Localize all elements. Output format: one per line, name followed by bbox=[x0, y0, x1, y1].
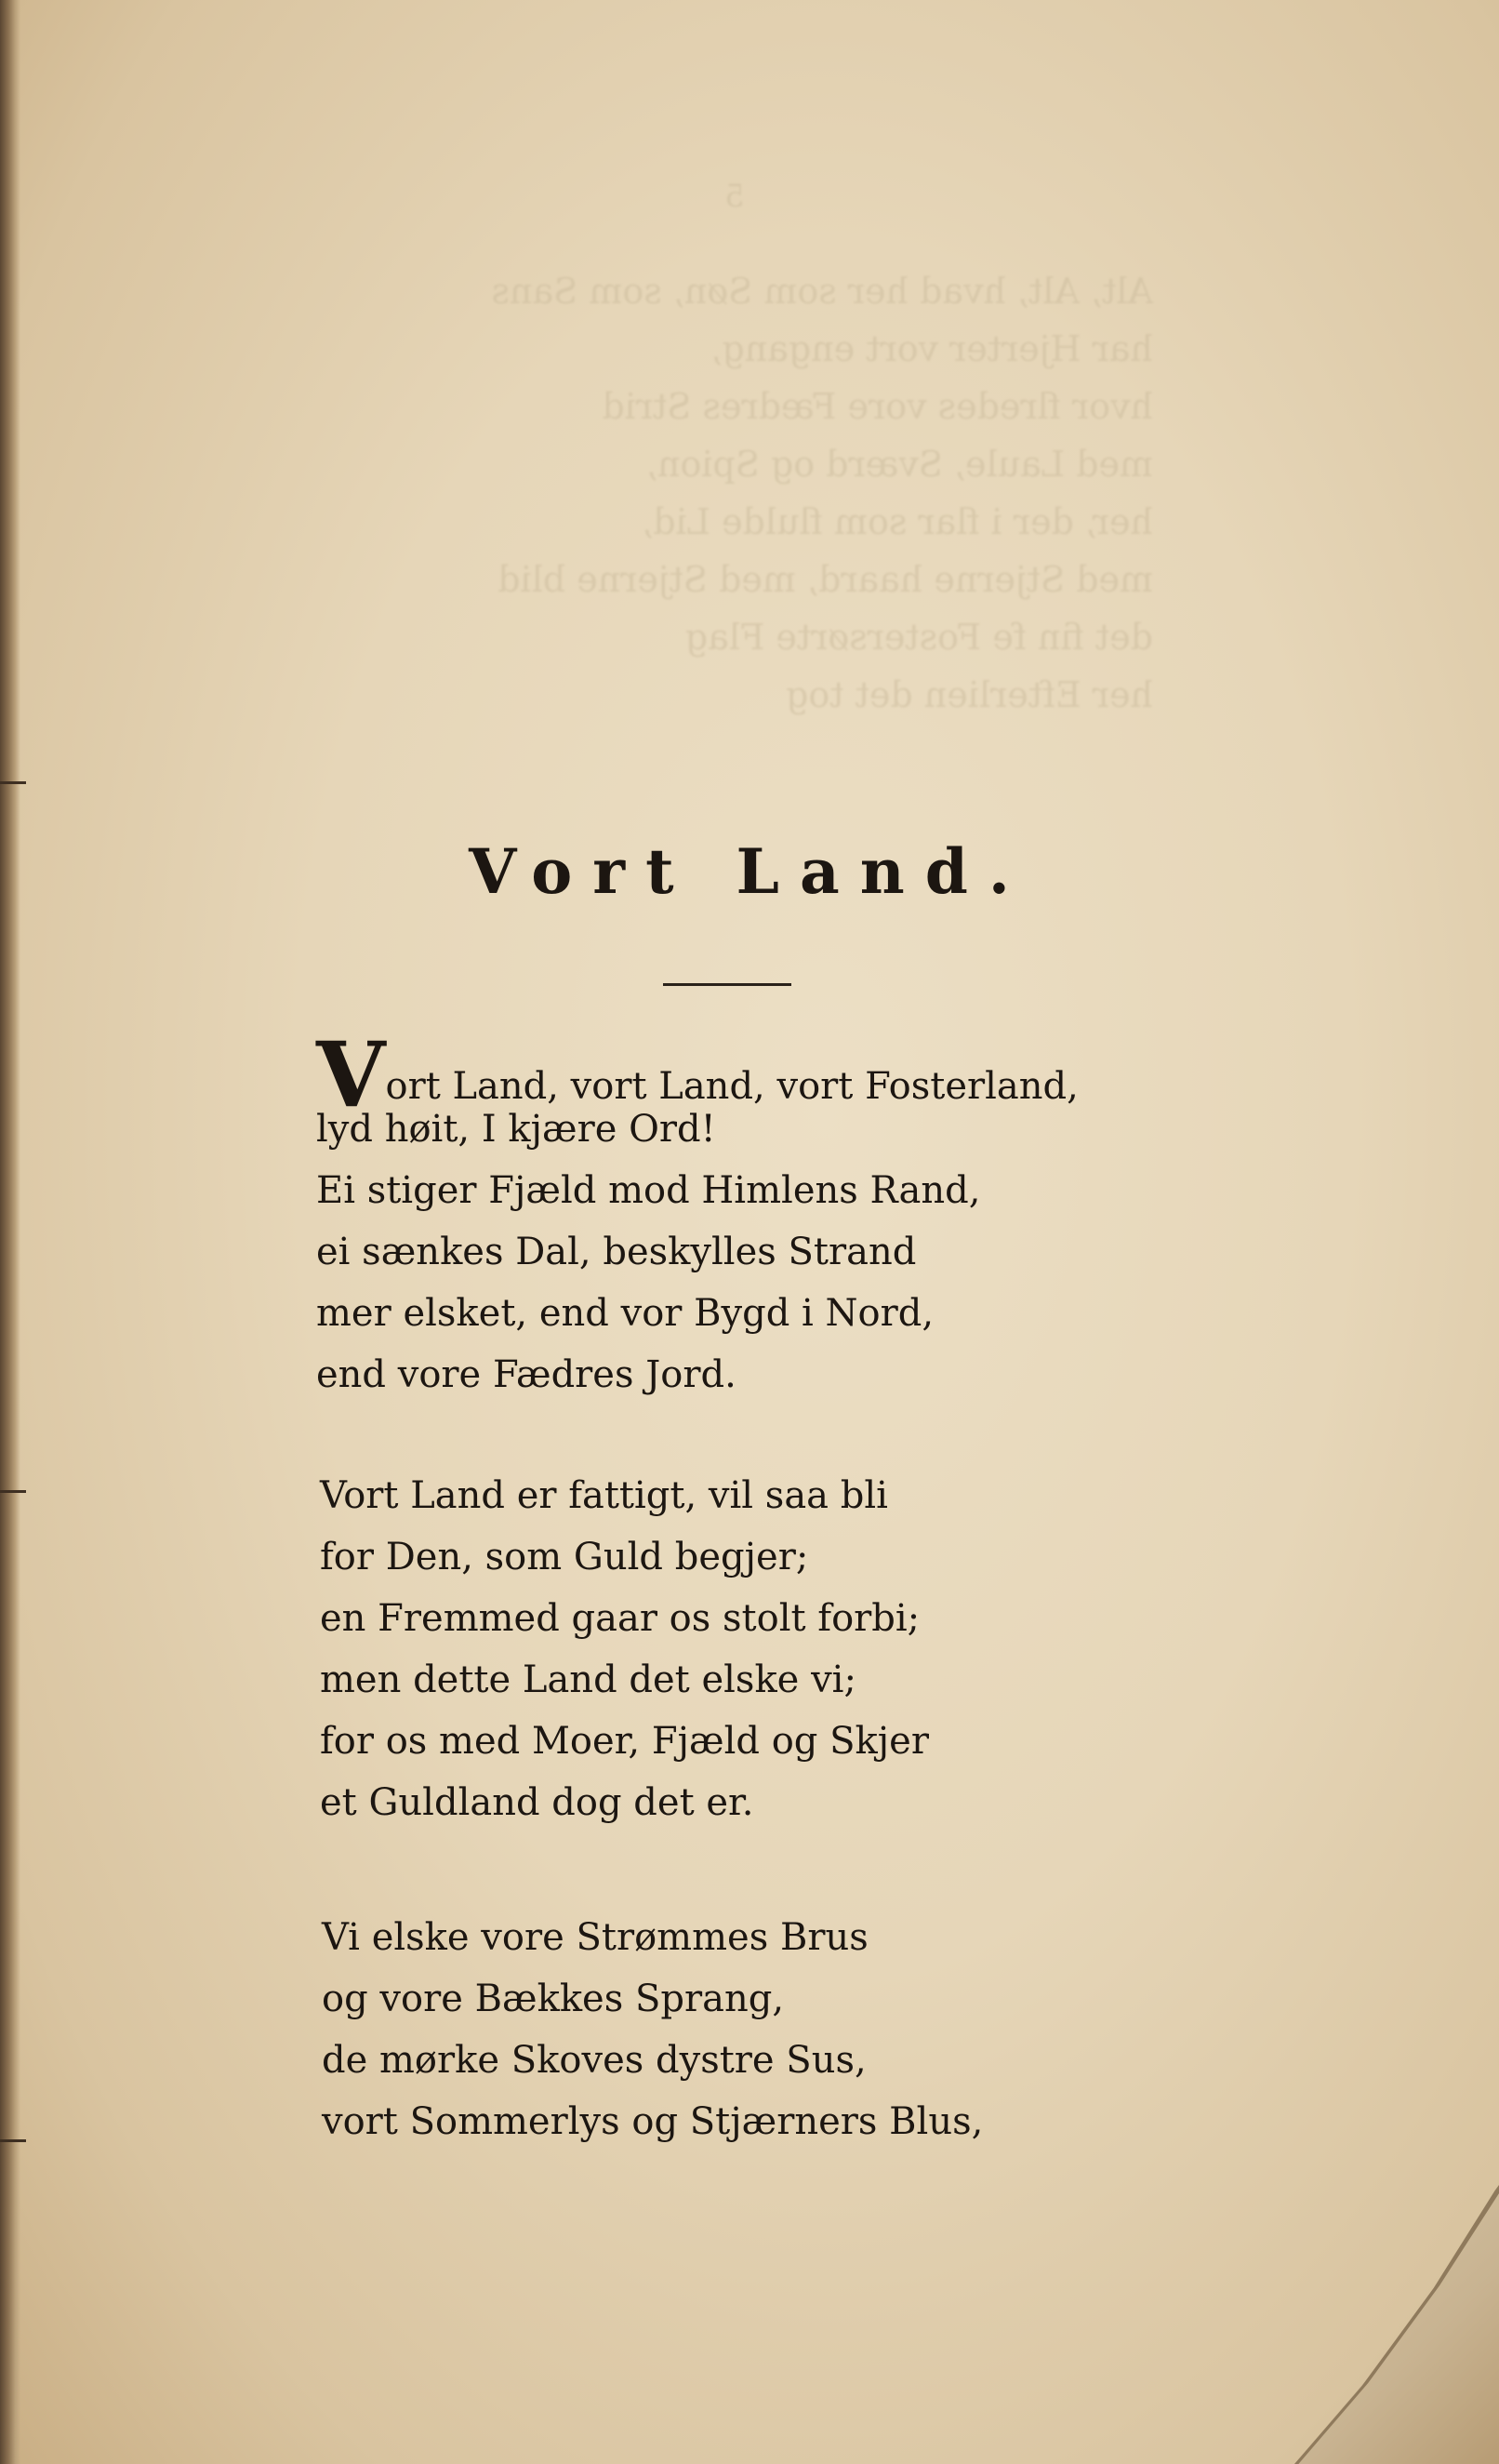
poem-line-text: ort Land, vort Land, vort Fosterland, bbox=[385, 1065, 1079, 1108]
poem-line: Vort Land er fattigt, vil saa bli bbox=[320, 1474, 888, 1517]
poem-line: vort Sommerlys og Stjærners Blus, bbox=[322, 2100, 984, 2143]
poem-line: mer elsket, end vor Bygd i Nord, bbox=[316, 1292, 935, 1335]
bleed-line: her Efterlien det tog bbox=[786, 674, 1153, 715]
poem-line: for Den, som Guld begjer; bbox=[320, 1536, 809, 1578]
stanza-3 bbox=[322, 1907, 983, 2152]
bleed-line: med Laule, Sværd og Spion, bbox=[645, 444, 1153, 485]
drop-cap: V bbox=[316, 1022, 386, 1127]
poem-line: en Fremmed gaar os stolt forbi; bbox=[320, 1597, 921, 1640]
binding-notch bbox=[0, 2139, 26, 2142]
poem-line: for os med Moer, Fjæld og Skjer bbox=[320, 1720, 929, 1763]
poem-line: end vore Fædres Jord. bbox=[316, 1353, 736, 1396]
stanza-2 bbox=[320, 1465, 929, 1833]
bleed-through-text bbox=[316, 167, 1153, 724]
poem-title: Vort Land. bbox=[469, 835, 1030, 908]
bleed-page-number: 5 bbox=[724, 178, 745, 215]
poem-line: lyd høit, I kjære Ord! bbox=[316, 1108, 716, 1151]
bleed-line: det fin fe Fostersørte Flag bbox=[684, 617, 1153, 658]
bleed-line: hvor flredes vore Fædres Strid bbox=[602, 386, 1153, 427]
bleed-line: har Hjerter vort engang, bbox=[710, 328, 1153, 369]
poem-line: de mørke Skoves dystre Sus, bbox=[322, 2039, 867, 2082]
poem-line: Vi elske vore Strømmes Brus bbox=[322, 1916, 869, 1959]
bleed-line: med Stjerne haard, med Stjerne blid bbox=[497, 559, 1153, 600]
stanza-1 bbox=[316, 1022, 1079, 1405]
bleed-line: Alt, Alt, hvad her som Søn, som Sans bbox=[491, 271, 1153, 312]
poem-line: men dette Land det elske vi; bbox=[320, 1658, 856, 1701]
folded-corner bbox=[1294, 2185, 1499, 2464]
poem-line: et Guldland dog det er. bbox=[320, 1781, 754, 1824]
poem-line: ei sænkes Dal, beskylles Strand bbox=[316, 1231, 917, 1273]
bleed-line: her, der i flar som flulde Lid, bbox=[642, 501, 1153, 542]
poem-line: og vore Bækkes Sprang, bbox=[322, 1978, 785, 2020]
binding-notch bbox=[0, 781, 26, 784]
poem-line: Ei stiger Fjæld mod Himlens Rand, bbox=[316, 1169, 981, 1212]
poem-line bbox=[316, 1022, 1079, 1127]
binding-notch bbox=[0, 1490, 26, 1493]
binding-edge bbox=[0, 0, 20, 2464]
title-rule bbox=[663, 983, 791, 986]
